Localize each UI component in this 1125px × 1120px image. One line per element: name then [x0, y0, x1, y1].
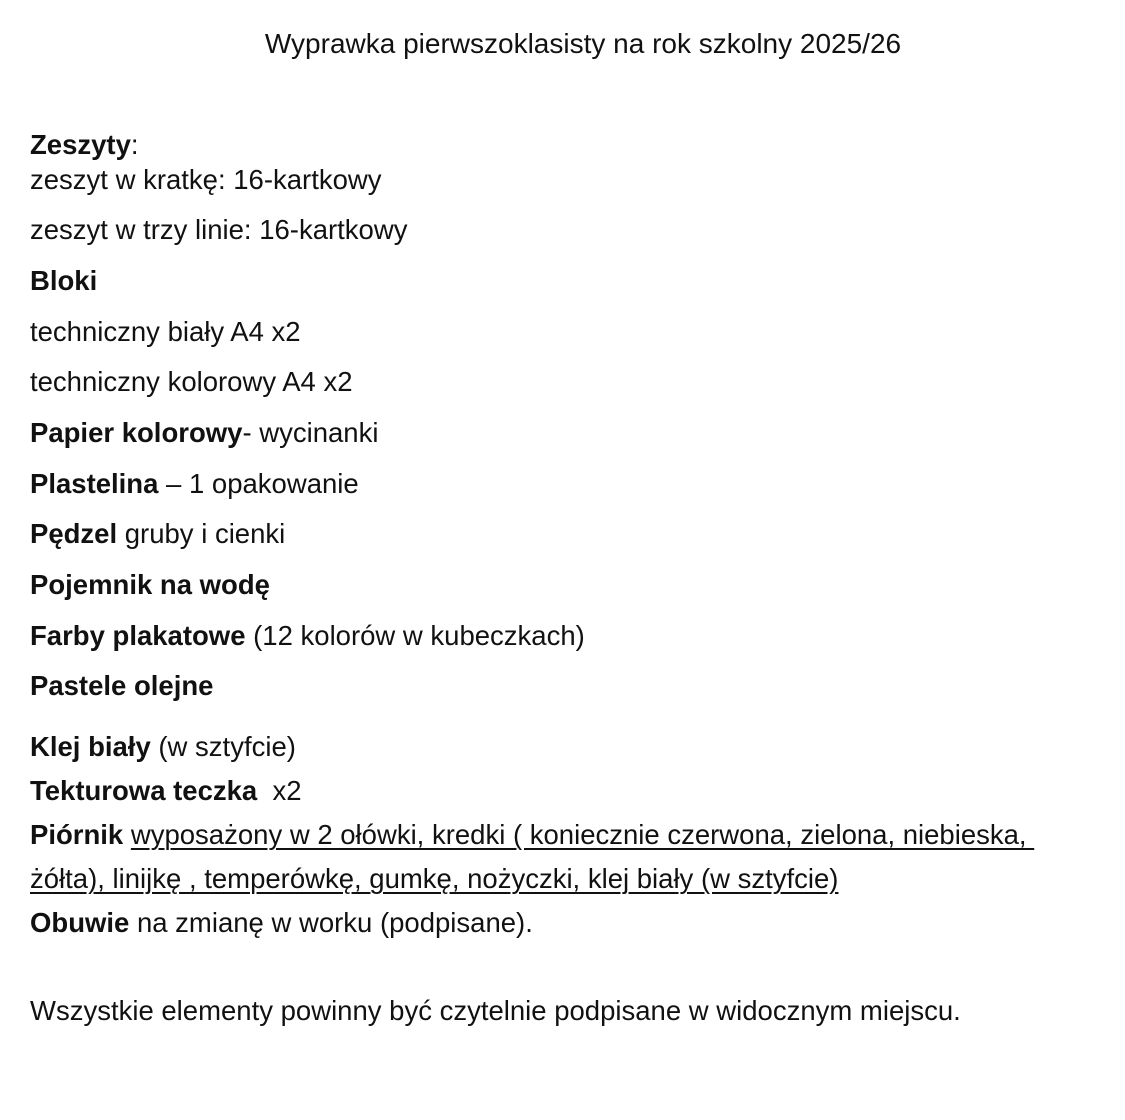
piornik-desc-1: wyposażony w 2 ołówki, kredki ( koniecznie czerwona, zielona, niebieska,: [130, 819, 1035, 850]
teczka-line: [30, 774, 302, 808]
papier-kolorowy-line: [30, 416, 378, 450]
plastelina-label: Plastelina: [30, 468, 159, 499]
farby-desc: (12 kolorów w kubeczkach): [245, 620, 585, 651]
plastelina-desc: – 1 opakowanie: [158, 468, 359, 499]
pojemnik-line: Pojemnik na wodę: [30, 569, 270, 600]
pedzel-line: [30, 517, 285, 551]
obuwie-label: Obuwie: [30, 907, 130, 938]
document-title: Wyprawka pierwszoklasisty na rok szkolny 2025/26: [264, 28, 902, 59]
papier-label: Papier kolorowy: [30, 417, 243, 448]
farby-label: Farby plakatowe: [30, 620, 246, 651]
bloki-heading: Bloki: [30, 265, 98, 296]
teczka-label: Tekturowa teczka: [30, 775, 258, 806]
blok-kolorowy-line: techniczny kolorowy A4 x2: [30, 366, 353, 397]
piornik-line: [30, 818, 1034, 852]
klej-label: Klej biały: [30, 731, 151, 762]
zeszyty-label: Zeszyty: [30, 129, 131, 160]
teczka-desc: x2: [257, 775, 302, 806]
pedzel-desc: gruby i cienki: [117, 518, 286, 549]
plastelina-line: [30, 467, 359, 501]
farby-line: [30, 619, 585, 653]
pastele-line: Pastele olejne: [30, 670, 214, 701]
zeszyt-kratka-line: zeszyt w kratkę: 16-kartkowy: [30, 164, 382, 195]
piornik-line-2: [30, 862, 838, 896]
klej-line: [30, 730, 296, 764]
piornik-label: Piórnik: [30, 819, 124, 850]
footer-note: Wszystkie elementy powinny być czytelnie podpisane w widocznym miejscu.: [30, 995, 961, 1026]
piornik-desc-2: żółta), linijkę , temperówkę, gumkę, nożyczki, klej biały (w sztyfcie): [30, 863, 839, 894]
zeszyty-heading: [30, 128, 139, 162]
papier-desc: - wycinanki: [242, 417, 379, 448]
zeszyt-linie-line: zeszyt w trzy linie: 16-kartkowy: [30, 214, 408, 245]
obuwie-desc: na zmianę w worku (podpisane).: [129, 907, 533, 938]
klej-desc: (w sztyfcie): [150, 731, 296, 762]
zeszyty-colon: :: [130, 129, 139, 160]
obuwie-line: [30, 906, 533, 940]
pedzel-label: Pędzel: [30, 518, 118, 549]
blok-bialy-line: techniczny biały A4 x2: [30, 316, 301, 347]
